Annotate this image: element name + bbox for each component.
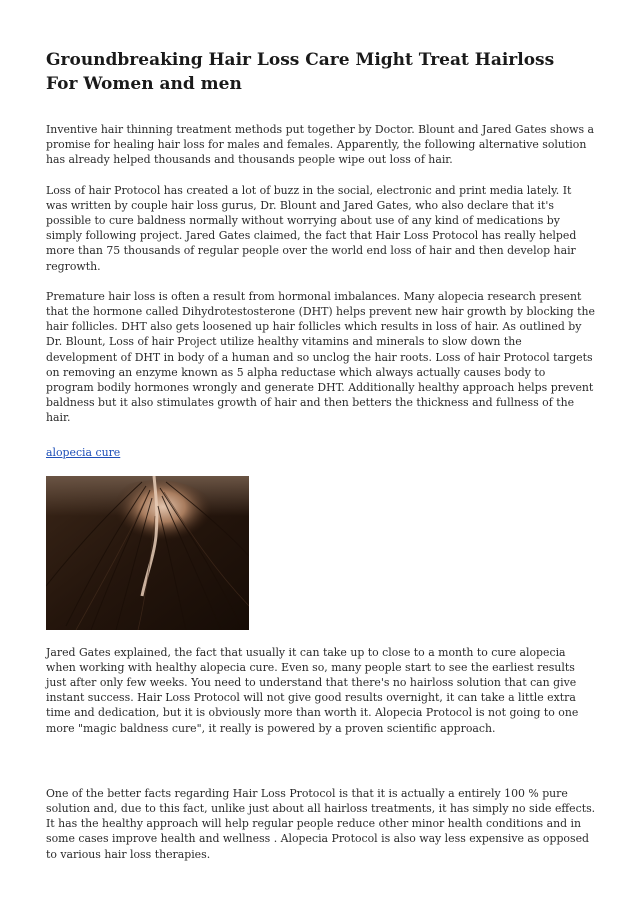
paragraph-protocol: Loss of hair Protocol has created a lot of buzz in the social, electronic and print media lately. It was written by couple hair loss gurus, Dr. Blount and Jared Gates, who also declare that it's possible to cure baldness normally without worrying about use of any kind of medications by simply following project. Jared Gates claimed, the fact that Hair Loss Protocol has really helped more than 75 thousands of regular people over the world end loss of hair and then develop hair regrowth.: [46, 183, 577, 273]
alopecia-cure-link[interactable]: alopecia cure: [46, 445, 121, 459]
paragraph-intro: Inventive hair thinning treatment methods put together by Doctor. Blount and Jared Gates shows a promise for healing hair loss for males and females. Apparently, the following alternative solution has already helped thousands and thousands people wipe out loss of hair.: [46, 123, 594, 167]
hair-photo-illustration: [46, 476, 249, 630]
document-page: [46, 48, 596, 862]
paragraph-benefits: One of the better facts regarding Hair Loss Protocol is that it is actually a entirely 100 % pure solution and, due to this fact, unlike just about all hairloss treatments, it has simply no side effects. It has the healthy approach will help regular people reduce other minor health conditions and in some cases improve health and wellness . Alopecia Protocol is also way less expensive as opposed to various hair loss therapies.: [46, 786, 596, 861]
paragraph-hormones: Premature hair loss is often a result from hormonal imbalances. Many alopecia research present that the hormone called Dihydrotestosterone (DHT) helps prevent new hair growth by blocking the hair follicles. DHT also gets loosened up hair follicles which results in loss of hair. As outlined by Dr. Blount, Loss of hair Project utilize healthy vitamins and minerals to slow down the development of DHT in body of a human and so unclog the hair roots. Loss of hair Protocol targets on removing an enzyme known as 5 alpha reductase which always actually causes body to program bodily hormones wrongly and generate DHT. Additionally healthy approach helps prevent baldness but it also stimulates growth of hair and then betters the thickness and fullness of the hair.: [46, 289, 595, 425]
paragraph-results: Jared Gates explained, the fact that usually it can take up to close to a month to cure alopecia when working with healthy alopecia cure. Even so, many people start to see the earliest results just after only few weeks. You need to understand that there's no hairloss solution that can give instant success. Hair Loss Protocol will not give good results overnight, it can take a little extra time and dedication, but it is obviously more than worth it. Alopecia Protocol is not going to one more "magic baldness cure", it really is powered by a proven scientific approach.: [46, 645, 579, 735]
link-container: [46, 441, 596, 460]
page-title: Groundbreaking Hair Loss Care Might Treat Hairloss For Women and men: [46, 50, 555, 94]
hair-part-photo: [46, 476, 249, 630]
